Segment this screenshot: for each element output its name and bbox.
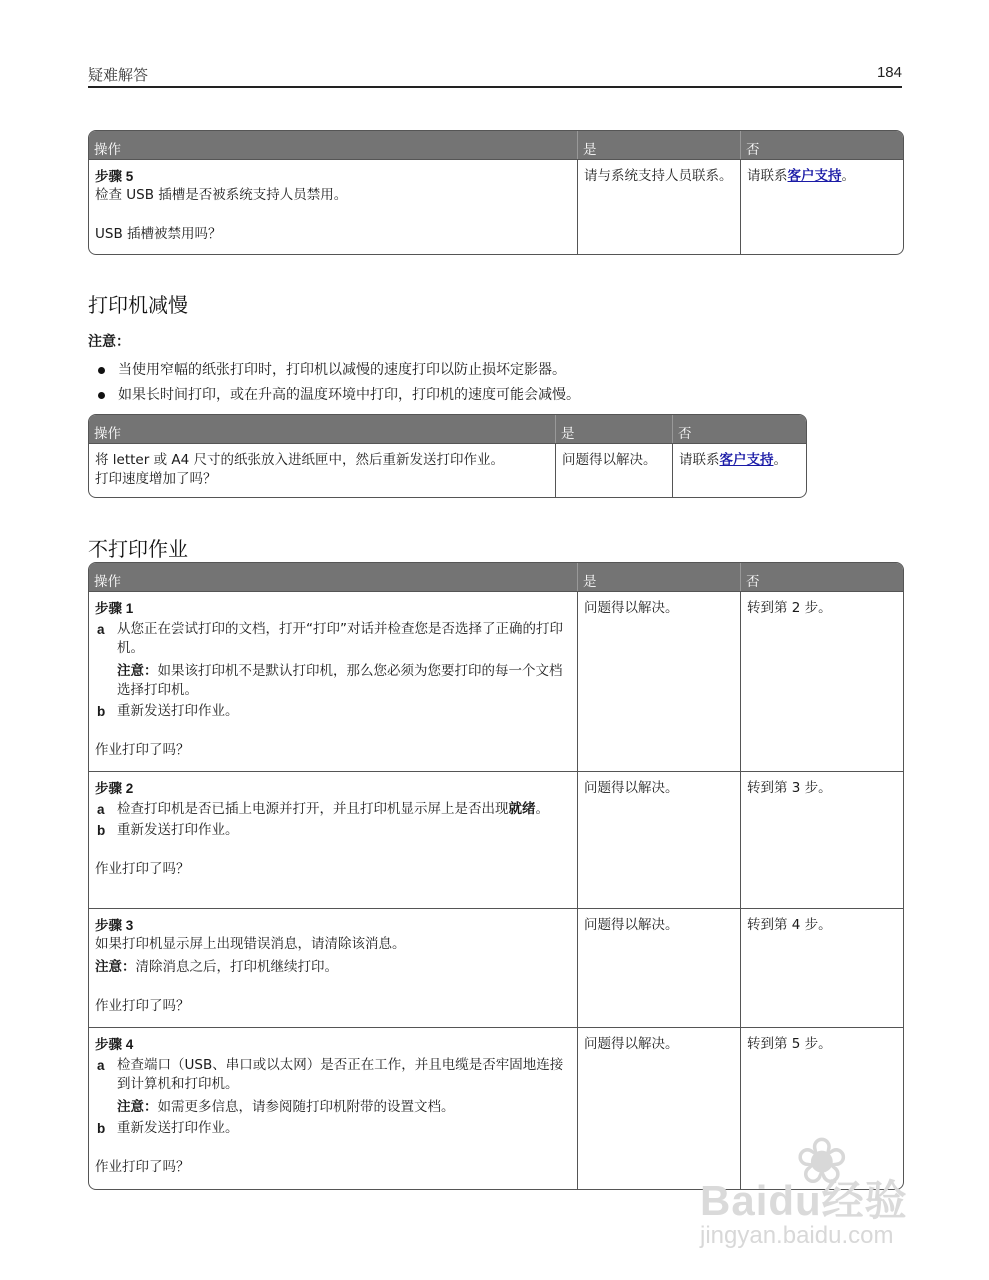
action-cell [89, 772, 577, 908]
action-cell [89, 160, 577, 254]
baidu-watermark [700, 1125, 930, 1250]
no-cell [740, 160, 903, 254]
ready-status-text: 就绪 [508, 801, 536, 817]
note-label: 注意： [95, 959, 136, 975]
note-text: 清除消息之后，打印机继续打印。 [135, 959, 338, 975]
step-text: 检查 USB 插槽是否被系统支持人员禁用。 [95, 187, 348, 203]
sub-letter: b [97, 823, 106, 838]
paw-icon: ❀ [795, 1125, 849, 1199]
sub-item-a [95, 800, 571, 819]
col-header-no: 否 [740, 131, 903, 159]
step-title: 步骤 3 [95, 918, 134, 933]
sub-letter: b [97, 704, 106, 719]
watermark-url: jingyan.baidu.com [700, 1222, 894, 1249]
sub-text: 重新发送打印作业。 [117, 1120, 239, 1136]
col-header-no: 否 [672, 415, 806, 443]
step-text: 将 letter 或 A4 尺寸的纸张放入进纸匣中，然后重新发送打印作业。 [95, 452, 504, 468]
sub-letter: a [97, 1058, 105, 1073]
col-header-action: 操作 [94, 142, 121, 158]
no-cell: 转到第 4 步。 [740, 909, 903, 1027]
yes-cell: 问题得以解决。 [555, 444, 672, 497]
table-header [89, 563, 903, 591]
action-cell [89, 592, 577, 771]
note-bullet-list [96, 360, 580, 410]
action-cell [89, 1028, 577, 1189]
action-cell [89, 909, 577, 1027]
sub-text-end: 。 [535, 801, 549, 817]
yes-cell: 问题得以解决。 [577, 909, 740, 1027]
note-label: 注意： [117, 1099, 158, 1115]
section-title-slow: 打印机减慢 [88, 293, 188, 317]
list-item: 当使用窄幅的纸张打印时，打印机以减慢的速度打印以防止损坏定影器。 [96, 360, 580, 385]
col-header-no: 否 [740, 563, 903, 591]
watermark-brand: Baidu经验 [700, 1177, 908, 1224]
yes-cell: 问题得以解决。 [577, 592, 740, 771]
no-prefix: 请联系 [679, 452, 720, 468]
note-label: 注意： [117, 663, 158, 679]
step-question: 作业打印了吗？ [95, 742, 190, 758]
note-text: 如果该打印机不是默认打印机，那么您必须为您要打印的每一个文档选择打印机。 [117, 663, 563, 698]
step-question: 作业打印了吗？ [95, 861, 190, 877]
page-header [88, 62, 902, 88]
col-header-action: 操作 [94, 574, 121, 590]
table-row [89, 159, 903, 254]
step-question: USB 插槽被禁用吗？ [95, 226, 222, 242]
table-row [89, 591, 903, 771]
header-title: 疑难解答 [88, 66, 149, 84]
note-line [95, 1098, 571, 1117]
customer-support-link[interactable]: 客户支持 [787, 168, 842, 184]
step-title: 步骤 4 [95, 1037, 134, 1052]
table-row [89, 443, 806, 497]
slow-print-table [88, 414, 807, 498]
sub-letter: b [97, 1121, 106, 1136]
step-title: 步骤 2 [95, 781, 134, 796]
sub-item-b [95, 702, 571, 721]
step-question: 作业打印了吗？ [95, 998, 190, 1014]
note-line [95, 662, 571, 700]
yes-cell: 请与系统支持人员联系。 [577, 160, 740, 254]
sub-item-a [95, 620, 571, 658]
no-cell: 转到第 2 步。 [740, 592, 903, 771]
sub-text [117, 800, 571, 819]
step-title: 步骤 5 [95, 169, 134, 184]
step-question: 打印速度增加了吗？ [95, 471, 217, 487]
note-line [95, 958, 571, 977]
sub-item-a [95, 1056, 571, 1094]
sub-item-b [95, 1119, 571, 1138]
no-cell [672, 444, 806, 497]
list-item: 如果长时间打印，或在升高的温度环境中打印，打印机的速度可能会减慢。 [96, 385, 580, 410]
sub-letter: a [97, 622, 105, 637]
action-cell [89, 444, 555, 497]
usb-step-table [88, 130, 904, 255]
note-text: 如需更多信息，请参阅随打印机附带的设置文档。 [157, 1099, 455, 1115]
yes-cell: 问题得以解决。 [577, 1028, 740, 1189]
sub-text: 从您正在尝试打印的文档，打开“打印”对话并检查您是否选择了正确的打印机。 [117, 621, 563, 656]
sub-text: 重新发送打印作业。 [117, 822, 239, 838]
sub-text: 检查端口（USB、串口或以太网）是否正在工作，并且电缆是否牢固地连接到计算机和打印机。 [117, 1057, 564, 1092]
step-title: 步骤 1 [95, 601, 134, 616]
note-heading: 注意： [88, 334, 130, 350]
col-header-yes: 是 [577, 131, 740, 159]
no-prefix: 请联系 [747, 168, 788, 184]
table-header [89, 131, 903, 159]
sub-letter: a [97, 802, 105, 817]
no-cell: 转到第 5 步。 [740, 1028, 903, 1189]
yes-cell: 问题得以解决。 [577, 772, 740, 908]
table-row [89, 771, 903, 908]
no-print-table [88, 562, 904, 1190]
table-row [89, 908, 903, 1027]
sub-text: 重新发送打印作业。 [117, 703, 239, 719]
step-text: 如果打印机显示屏上出现错误消息，请清除该消息。 [95, 936, 406, 952]
section-title-noprint: 不打印作业 [88, 537, 188, 561]
page-number: 184 [876, 64, 902, 81]
sub-text-main: 检查打印机是否已插上电源并打开，并且打印机显示屏上是否出现 [117, 801, 509, 817]
step-question: 作业打印了吗？ [95, 1159, 190, 1175]
customer-support-link[interactable]: 客户支持 [719, 452, 774, 468]
col-header-yes: 是 [555, 415, 672, 443]
no-cell: 转到第 3 步。 [740, 772, 903, 908]
table-header [89, 415, 806, 443]
no-suffix: 。 [841, 168, 855, 184]
sub-item-b [95, 821, 571, 840]
col-header-yes: 是 [577, 563, 740, 591]
no-suffix: 。 [773, 452, 787, 468]
col-header-action: 操作 [94, 426, 121, 442]
